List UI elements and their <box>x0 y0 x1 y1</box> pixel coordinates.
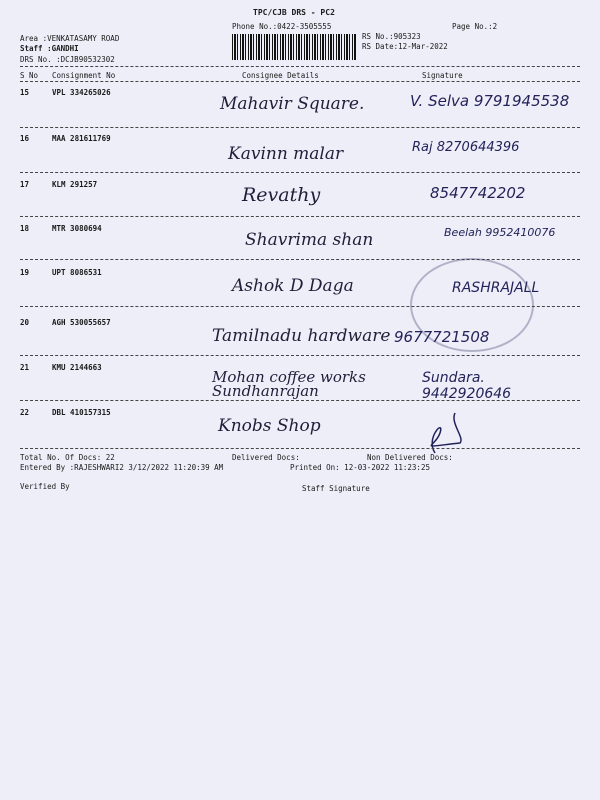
page-number: Page No.:2 <box>452 22 498 31</box>
document-title: TPC/CJB DRS - PC2 <box>253 8 335 17</box>
row-sno: 20 <box>20 318 30 327</box>
row-consignee: Tamilnadu hardware <box>212 326 391 346</box>
row-consignment-no: VPL 334265026 <box>52 88 111 97</box>
divider <box>20 127 580 128</box>
row-sno: 16 <box>20 134 30 143</box>
row-consignment-no: MAA 281611769 <box>52 134 111 143</box>
printed-on: Printed On: 12-03-2022 11:23:25 <box>290 463 430 472</box>
rs-date: RS Date:12-Mar-2022 <box>362 42 448 51</box>
barcode <box>232 34 357 60</box>
row-signature: Sundara. 9442920646 <box>422 370 512 402</box>
non-delivered-docs: Non Delivered Docs: <box>367 453 453 462</box>
column-header-signature: Signature <box>422 71 463 80</box>
row-signature: Raj 8270644396 <box>412 140 520 155</box>
row-sno: 17 <box>20 180 30 189</box>
column-header-consignee: Consignee Details <box>242 71 319 80</box>
row-sno: 22 <box>20 408 30 417</box>
entered-by: Entered By :RAJESHWARI2 3/12/2022 11:20:39 AM <box>20 463 224 472</box>
row-signature: 9677721508 <box>394 328 490 346</box>
row-consignment-no: MTR 3080694 <box>52 224 102 233</box>
row-sno: 15 <box>20 88 30 97</box>
row-signature: RASHRAJALL <box>452 280 540 296</box>
divider <box>20 306 580 307</box>
row-consignee: Kavinn malar <box>228 144 344 164</box>
row-sno: 18 <box>20 224 30 233</box>
row-consignment-no: KLM 291257 <box>52 180 98 189</box>
phone-number: Phone No.:0422-3505555 <box>232 22 332 31</box>
divider <box>20 355 580 356</box>
row-consignee: Revathy <box>242 184 321 206</box>
row-consignment-no: KMU 2144663 <box>52 363 102 372</box>
divider <box>20 81 580 82</box>
column-header-sno: S No <box>20 71 39 80</box>
row-consignee: Knobs Shop <box>218 416 321 436</box>
row-signature: Beelah 9952410076 <box>444 226 556 239</box>
divider <box>20 400 580 401</box>
row-consignee: Shavrima shan <box>245 230 374 250</box>
row-consignee: Mohan coffee works Sundhanrajan <box>212 368 366 400</box>
total-docs: Total No. Of Docs: 22 <box>20 453 115 462</box>
row-consignee: Mahavir Square. <box>220 94 365 114</box>
column-header-consignment: Consignment No <box>52 71 116 80</box>
staff-label: Staff :GANDHI <box>20 44 79 53</box>
staff-signature-label: Staff Signature <box>302 484 370 493</box>
verified-by: Verified By <box>20 482 70 491</box>
row-signature: V. Selva 9791945538 <box>410 92 570 110</box>
row-sno: 19 <box>20 268 30 277</box>
divider <box>20 66 580 67</box>
row-consignment-no: AGH 530055657 <box>52 318 111 327</box>
rs-number: RS No.:905323 <box>362 32 421 41</box>
row-sno: 21 <box>20 363 30 372</box>
staff-signature-mark <box>405 408 475 458</box>
area-label: Area :VENKATASAMY ROAD <box>20 34 120 43</box>
row-signature: 8547742202 <box>430 184 526 202</box>
drs-number: DRS No. :DCJB90532302 <box>20 55 115 64</box>
divider <box>20 448 580 449</box>
row-consignment-no: DBL 410157315 <box>52 408 111 417</box>
row-consignment-no: UPT 8086531 <box>52 268 102 277</box>
row-consignee: Ashok D Daga <box>232 276 354 296</box>
divider <box>20 216 580 217</box>
delivered-docs: Delivered Docs: <box>232 453 300 462</box>
divider <box>20 259 580 260</box>
divider <box>20 172 580 173</box>
